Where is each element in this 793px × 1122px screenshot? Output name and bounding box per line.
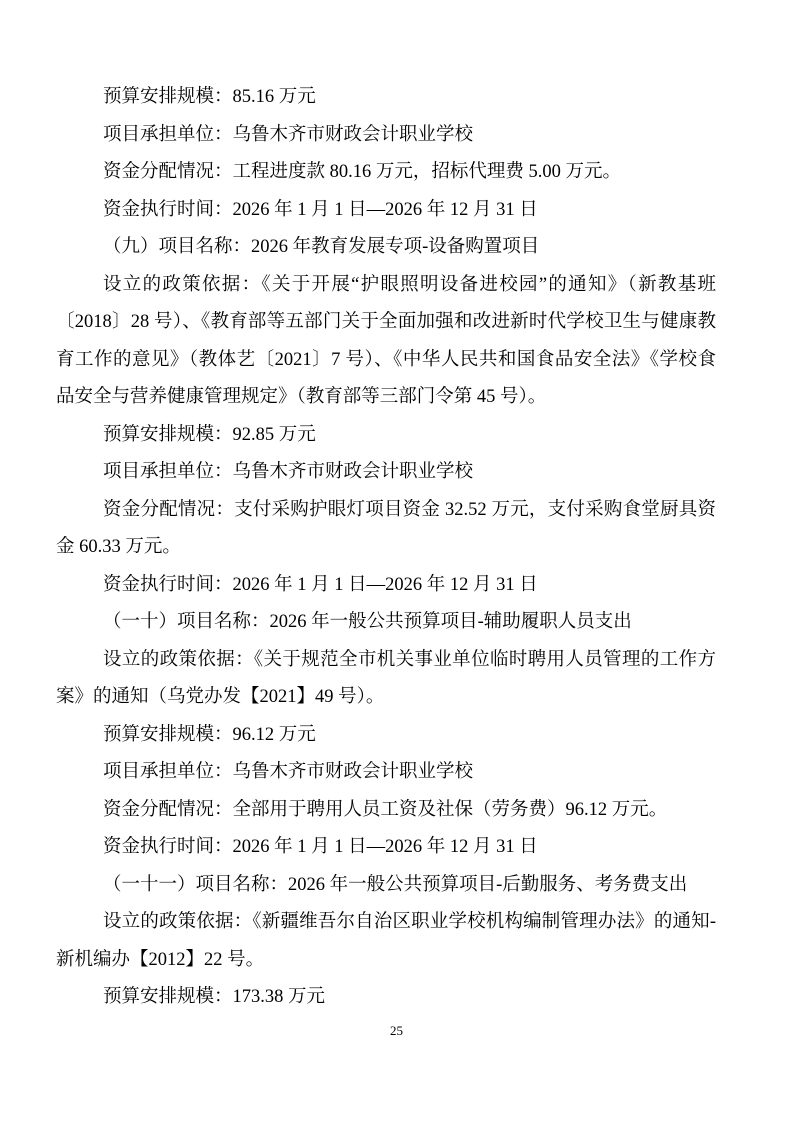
budget-scale-line: 预算安排规模：85.16 万元 <box>103 87 316 107</box>
fund-allocation-line: 资金分配情况：工程进度款 80.16 万元，招标代理费 5.00 万元。 <box>103 162 622 182</box>
page-number: 25 <box>390 1023 403 1038</box>
project-9-budget-scale: 预算安排规模：92.85 万元 <box>103 424 316 445</box>
project-10-title: （一十）项目名称：2026 年一般公共预算项目-辅助履职人员支出 <box>103 612 632 632</box>
project-9-policy-basis: 设立的政策依据：《关于开展“护眼照明设备进校园”的通知》（新教基班〔2018〕28 号）、《教育部等五部门关于全面加强和改进新时代学校卫生与健康教育工作的意见》（教体艺〔2021〕7 号）、《中华人民共和国食品安全法》《学校食品安全与营养健康管理规定》（教育部等三部门令第 45 号）。 <box>56 274 716 407</box>
document-body <box>56 79 716 1017</box>
project-9-fund-execution-period: 资金执行时间：2026 年 1 月 1 日—2026 年 12 月 31 日 <box>103 574 538 595</box>
project-10-policy-basis: 设立的政策依据：《关于规范全市机关事业单位临时聘用人员管理的工作方案》的通知（乌党办发【2021】49 号）。 <box>56 649 716 707</box>
project-11-policy-basis: 设立的政策依据：《新疆维吾尔自治区职业学校机构编制管理办法》的通知-新机编办【2012】22 号。 <box>56 912 716 970</box>
undertaking-unit-line: 项目承担单位：乌鲁木齐市财政会计职业学校 <box>103 124 474 145</box>
project-11-title: （一十一）项目名称：2026 年一般公共预算项目-后勤服务、考务费支出 <box>103 874 688 895</box>
project-10-undertaking-unit: 项目承担单位：乌鲁木齐市财政会计职业学校 <box>103 762 474 782</box>
project-9-title: （九）项目名称：2026 年教育发展专项-设备购置项目 <box>103 237 540 257</box>
project-10-budget-scale: 预算安排规模：96.12 万元 <box>103 724 316 745</box>
project-10-fund-execution-period: 资金执行时间：2026 年 1 月 1 日—2026 年 12 月 31 日 <box>103 837 538 857</box>
project-9-fund-allocation: 资金分配情况：支付采购护眼灯项目资金 32.52 万元，支付采购食堂厨具资金 60.33 万元。 <box>56 499 716 557</box>
fund-execution-period-line: 资金执行时间：2026 年 1 月 1 日—2026 年 12 月 31 日 <box>103 199 538 220</box>
project-10-fund-allocation: 资金分配情况：全部用于聘用人员工资及社保（劳务费）96.12 万元。 <box>103 799 668 820</box>
project-11-budget-scale: 预算安排规模：173.38 万元 <box>103 987 326 1007</box>
project-9-undertaking-unit: 项目承担单位：乌鲁木齐市财政会计职业学校 <box>103 462 474 482</box>
